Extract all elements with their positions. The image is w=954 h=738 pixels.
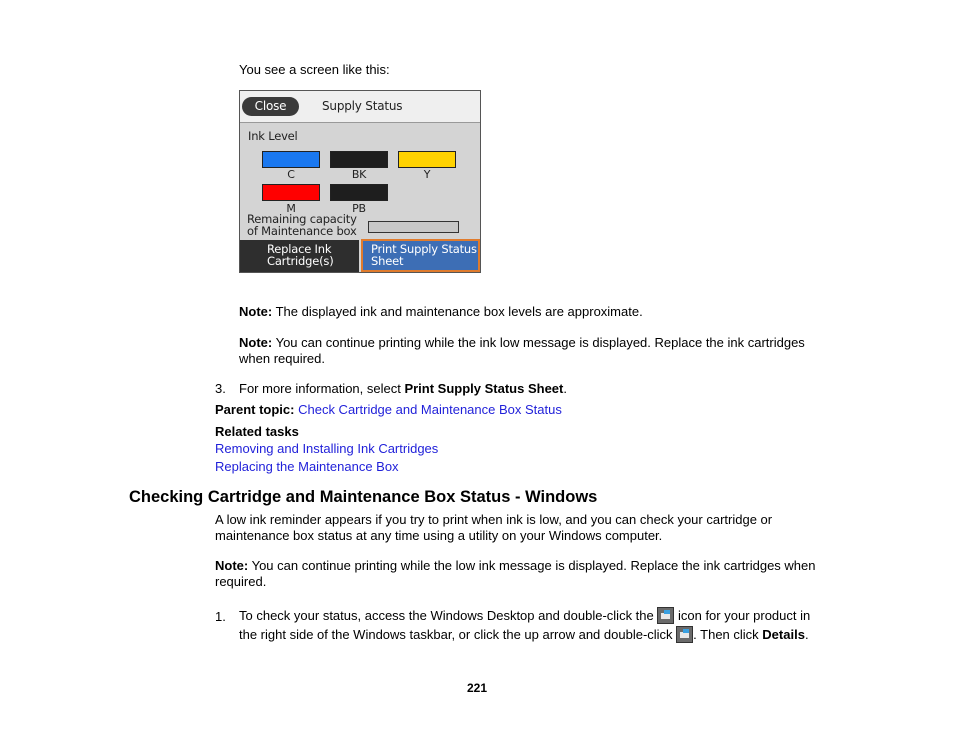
step-1-part2: icon for your product in bbox=[674, 608, 811, 623]
ink-bar-pb bbox=[330, 184, 388, 201]
note-label: Note: bbox=[239, 304, 273, 319]
note-text: The displayed ink and maintenance box levels are approximate. bbox=[272, 304, 643, 319]
intro-text: You see a screen like this: bbox=[239, 62, 390, 77]
parent-topic-link[interactable]: Check Cartridge and Maintenance Box Status bbox=[298, 402, 562, 417]
screen-close-button: Close bbox=[242, 97, 299, 116]
product-status-icon bbox=[676, 626, 693, 643]
parent-topic bbox=[215, 402, 562, 418]
replace-ink-line2: Cartridge(s) bbox=[267, 254, 334, 268]
step-1-part3: the right side of the Windows taskbar, or click the up arrow and double-click bbox=[239, 627, 677, 642]
step-1-number: 1. bbox=[215, 609, 226, 624]
parent-topic-label: Parent topic: bbox=[215, 402, 295, 417]
maintenance-label bbox=[247, 213, 357, 237]
section-heading: Checking Cartridge and Maintenance Box Status - Windows bbox=[129, 488, 598, 506]
maintenance-box-bar bbox=[368, 221, 459, 233]
ink-bar-m bbox=[262, 184, 320, 201]
note-ink-low bbox=[239, 335, 829, 367]
note-label: Note: bbox=[215, 558, 249, 573]
step-1-bold: Details bbox=[762, 627, 805, 642]
note-text-line2: when required. bbox=[239, 351, 325, 366]
replace-ink-line1: Replace Ink bbox=[267, 242, 332, 256]
ink-label-pb: PB bbox=[352, 202, 366, 215]
link-replacing-maintenance-box[interactable]: Replacing the Maintenance Box bbox=[215, 459, 399, 474]
supply-status-screen-image bbox=[239, 90, 481, 273]
step-1-part4: . Then click bbox=[693, 627, 763, 642]
print-supply-line2: Sheet bbox=[371, 254, 404, 268]
ink-level-label: Ink Level bbox=[248, 129, 298, 143]
maintenance-label-line2: of Maintenance box bbox=[247, 224, 357, 238]
step-3-text: For more information, select bbox=[239, 381, 405, 396]
related-tasks-label: Related tasks bbox=[215, 424, 299, 439]
note-text: You can continue printing while the ink low message is displayed. Replace the ink cartridges bbox=[272, 335, 805, 350]
step-3-bold: Print Supply Status Sheet bbox=[404, 381, 564, 396]
print-supply-line1: Print Supply Status bbox=[371, 242, 477, 256]
step-3 bbox=[239, 381, 567, 397]
step-1-part1: To check your status, access the Windows Desktop and double-click the bbox=[239, 608, 658, 623]
section-para-line1: A low ink reminder appears if you try to print when ink is low, and you can check your cartridge or bbox=[215, 512, 773, 527]
ink-label-m: M bbox=[286, 202, 296, 215]
step-3-end: . bbox=[563, 381, 567, 396]
screen-title: Supply Status bbox=[322, 99, 403, 113]
ink-label-bk: BK bbox=[351, 168, 367, 181]
section-para-line2: maintenance box status at any time using a utility on your Windows computer. bbox=[215, 528, 663, 543]
page-number: 221 bbox=[466, 681, 488, 695]
note-text-line2: required. bbox=[215, 574, 267, 589]
note-low-ink bbox=[215, 558, 830, 590]
note-text: You can continue printing while the low ink message is displayed. Replace the ink cartridges when bbox=[248, 558, 816, 573]
replace-ink-button bbox=[240, 240, 359, 272]
maintenance-label-line1: Remaining capacity bbox=[247, 212, 357, 226]
related-tasks-heading bbox=[215, 424, 299, 440]
step-1 bbox=[239, 606, 839, 644]
step-1-end: . bbox=[804, 627, 809, 642]
link-removing-installing-ink[interactable]: Removing and Installing Ink Cartridges bbox=[215, 441, 439, 456]
print-supply-status-button bbox=[361, 239, 480, 272]
ink-label-y: Y bbox=[423, 168, 431, 181]
product-status-icon bbox=[657, 607, 674, 624]
ink-bar-c bbox=[262, 151, 320, 168]
ink-bar-y bbox=[398, 151, 456, 168]
step-3-number: 3. bbox=[215, 381, 226, 396]
ink-bar-bk bbox=[330, 151, 388, 168]
ink-label-c: C bbox=[287, 168, 295, 181]
note-approximate bbox=[239, 304, 643, 320]
section-paragraph bbox=[215, 512, 825, 544]
note-label: Note: bbox=[239, 335, 273, 350]
